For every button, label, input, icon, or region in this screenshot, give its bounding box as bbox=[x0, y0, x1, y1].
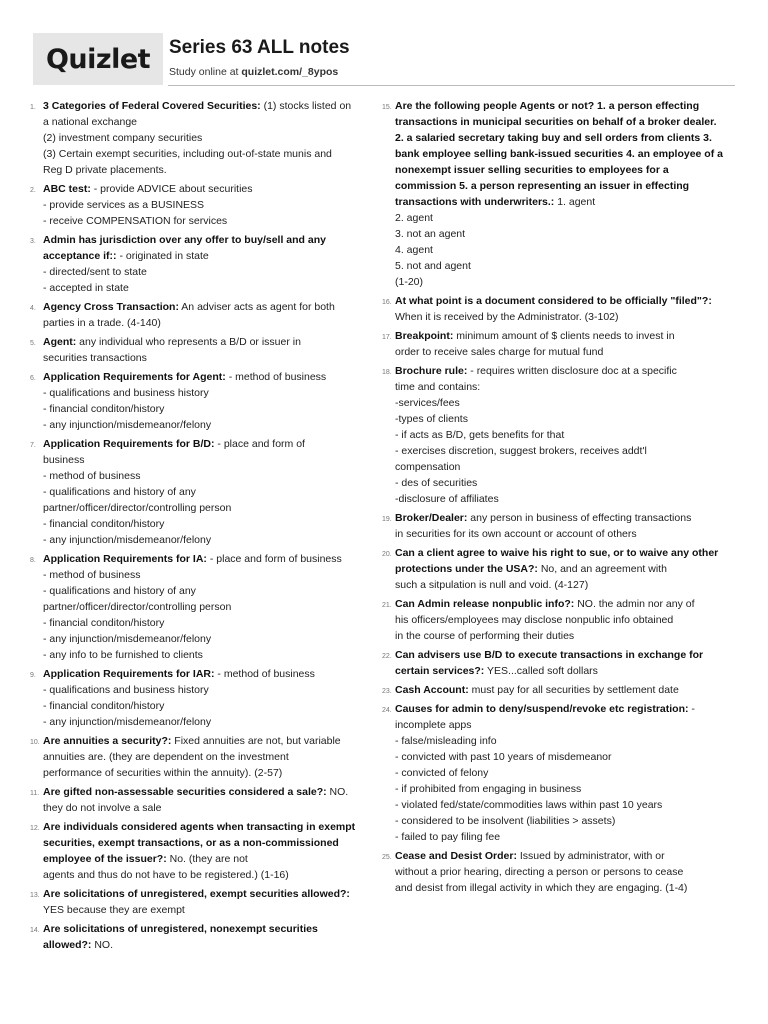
flashcard-entry bbox=[382, 682, 727, 698]
entry-definition-start: any person in business of effecting transactions bbox=[467, 512, 692, 524]
entry-definition-line: - qualifications and history of any bbox=[43, 486, 196, 498]
flashcard-entry bbox=[30, 98, 368, 178]
entry-number: 13. bbox=[30, 892, 40, 899]
entry-term: Agency Cross Transaction: bbox=[43, 301, 179, 313]
entry-definition-line: Reg D private placements. bbox=[43, 164, 167, 176]
flashcard-entry bbox=[382, 701, 727, 845]
entry-number: 23. bbox=[382, 688, 392, 695]
entry-definition-line: - convicted of felony bbox=[395, 767, 489, 779]
entry-definition-line: - if prohibited from engaging in business bbox=[395, 783, 582, 795]
entry-definition-start: Fixed annuities are not, but variable bbox=[171, 735, 341, 747]
entry-definition-start: (1) stocks listed on bbox=[260, 100, 352, 112]
entry-term: Brochure rule: bbox=[395, 365, 468, 377]
entry-definition-line: - any injunction/misdemeanor/felony bbox=[43, 534, 212, 546]
flashcard-entry bbox=[30, 299, 368, 331]
study-url-link[interactable]: quizlet.com/_8ypos bbox=[241, 66, 339, 78]
entry-definition-line: and desist from illegal activity in which they are engaging. (1-4) bbox=[395, 882, 688, 894]
entry-definition-start: NO. bbox=[326, 786, 349, 798]
entry-definition-start: minimum amount of $ clients needs to invest in bbox=[453, 330, 675, 342]
entry-term: 3 Categories of Federal Covered Securities: bbox=[43, 100, 261, 112]
flashcard-entry bbox=[382, 293, 727, 325]
flashcard-entry bbox=[382, 328, 727, 360]
page-title: Series 63 ALL notes bbox=[169, 37, 350, 58]
entry-number: 16. bbox=[382, 299, 392, 306]
right-column bbox=[382, 98, 727, 899]
entry-definition-start: No, and an agreement with bbox=[537, 563, 667, 575]
entry-definition-line: in the course of performing their duties bbox=[395, 630, 575, 642]
flashcard-entry bbox=[30, 886, 368, 918]
entry-term: Application Requirements for B/D: bbox=[43, 438, 215, 450]
entry-definition-line: (1-20) bbox=[395, 276, 424, 288]
entry-definition-line: - des of securities bbox=[395, 477, 478, 489]
entry-term: Cash Account: bbox=[395, 684, 469, 696]
entry-term: Are individuals considered agents when transacting in exempt securities, exempt transactions, or as a non-commissioned employee of the issuer?: bbox=[43, 821, 356, 865]
entry-number: 10. bbox=[30, 739, 40, 746]
entry-definition-line: 4. agent bbox=[395, 244, 433, 256]
entry-number: 21. bbox=[382, 602, 392, 609]
header-divider bbox=[168, 85, 735, 86]
flashcard-entry bbox=[30, 733, 368, 781]
flashcard-entry bbox=[382, 647, 727, 679]
entry-number: 17. bbox=[382, 334, 392, 341]
entry-number: 11. bbox=[30, 790, 40, 797]
entry-definition-start: NO. the admin nor any of bbox=[574, 598, 695, 610]
entry-definition-line: performance of securities within the annuity). (2-57) bbox=[43, 767, 283, 779]
entry-definition-line: agents and thus do not have to be registered.) (1-16) bbox=[43, 869, 289, 881]
flashcard-entry bbox=[30, 232, 368, 296]
entry-definition-start: - originated in state bbox=[116, 250, 209, 262]
entry-number: 15. bbox=[382, 104, 392, 111]
entry-definition-line: business bbox=[43, 454, 85, 466]
entry-definition-line: - method of business bbox=[43, 470, 141, 482]
entry-number: 4. bbox=[30, 305, 36, 312]
flashcard-entry bbox=[30, 784, 368, 816]
entry-definition-line: (2) investment company securities bbox=[43, 132, 203, 144]
entry-definition-start: - requires written disclosure doc at a specific bbox=[467, 365, 677, 377]
entry-number: 25. bbox=[382, 854, 392, 861]
entry-number: 12. bbox=[30, 825, 40, 832]
entry-definition-line: - any info to be furnished to clients bbox=[43, 649, 203, 661]
entry-number: 19. bbox=[382, 516, 392, 523]
flashcard-entry bbox=[382, 98, 727, 290]
entry-definition-start: No. (they are not bbox=[166, 853, 248, 865]
entry-term: Can Admin release nonpublic info?: bbox=[395, 598, 575, 610]
entry-term: Causes for admin to deny/suspend/revoke etc registration: bbox=[395, 703, 689, 715]
entry-term: Can advisers use B/D to execute transactions in exchange for certain services?: bbox=[395, 649, 704, 677]
entry-definition-line: parties in a trade. (4-140) bbox=[43, 317, 161, 329]
entry-definition-line: order to receive sales charge for mutual fund bbox=[395, 346, 604, 358]
entry-definition-line: - financial conditon/history bbox=[43, 700, 165, 712]
entry-term: Are annuities a security?: bbox=[43, 735, 172, 747]
flashcard-entry bbox=[30, 819, 368, 883]
flashcard-entry bbox=[382, 848, 727, 896]
entry-term: Broker/Dealer: bbox=[395, 512, 468, 524]
entry-definition-start: - provide ADVICE about securities bbox=[90, 183, 253, 195]
flashcard-entry bbox=[382, 363, 727, 507]
entry-definition-line: - any injunction/misdemeanor/felony bbox=[43, 633, 212, 645]
entry-number: 7. bbox=[30, 442, 36, 449]
entry-definition-start: - method of business bbox=[214, 668, 315, 680]
entry-definition-line: - financial conditon/history bbox=[43, 403, 165, 415]
entry-definition-line: - accepted in state bbox=[43, 282, 129, 294]
entry-definition-line: - exercises discretion, suggest brokers, receives addt'l bbox=[395, 445, 647, 457]
entry-term: Application Requirements for IA: bbox=[43, 553, 207, 565]
entry-definition-start: NO. bbox=[91, 939, 114, 951]
entry-term: ABC test: bbox=[43, 183, 91, 195]
entry-definition-line: securities transactions bbox=[43, 352, 147, 364]
entry-definition-line: they do not involve a sale bbox=[43, 802, 162, 814]
entry-number: 1. bbox=[30, 104, 36, 111]
entry-number: 14. bbox=[30, 927, 40, 934]
entry-definition-start: When it is received by the Administrator. (3-102) bbox=[395, 311, 619, 323]
entry-number: 3. bbox=[30, 238, 36, 245]
entry-term: Are gifted non-assessable securities considered a sale?: bbox=[43, 786, 327, 798]
entry-definition-line: - any injunction/misdemeanor/felony bbox=[43, 716, 212, 728]
entry-definition-line: - if acts as B/D, gets benefits for that bbox=[395, 429, 565, 441]
entry-definition-start: An adviser acts as agent for both bbox=[178, 301, 335, 313]
entry-definition-line: a national exchange bbox=[43, 116, 137, 128]
flashcard-entry bbox=[382, 545, 727, 593]
entry-definition-line: - provide services as a BUSINESS bbox=[43, 199, 205, 211]
entry-definition-start: any individual who represents a B/D or issuer in bbox=[76, 336, 301, 348]
entry-term: Breakpoint: bbox=[395, 330, 454, 342]
entry-definition-line: his officers/employees may disclose nonpublic info obtained bbox=[395, 614, 674, 626]
flashcard-entry bbox=[30, 666, 368, 730]
left-column bbox=[30, 98, 368, 956]
flashcard-entry bbox=[382, 596, 727, 644]
entry-definition-line: - qualifications and business history bbox=[43, 684, 209, 696]
entry-term: At what point is a document considered to be officially "filed"?: bbox=[395, 295, 712, 307]
entry-term: Are solicitations of unregistered, exempt securities allowed?: bbox=[43, 888, 350, 900]
study-online-text bbox=[169, 66, 338, 78]
entry-number: 6. bbox=[30, 375, 36, 382]
entry-definition-start: 1. agent bbox=[554, 196, 596, 208]
entry-definition-line: - qualifications and business history bbox=[43, 387, 209, 399]
quizlet-logo[interactable]: Quizlet bbox=[33, 33, 163, 85]
entry-definition-line: 3. not an agent bbox=[395, 228, 466, 240]
entry-definition-line: -types of clients bbox=[395, 413, 468, 425]
entry-definition-line: - violated fed/state/commodities laws within past 10 years bbox=[395, 799, 663, 811]
flashcard-entry bbox=[30, 181, 368, 229]
entry-definition-line: partner/officer/director/controlling person bbox=[43, 601, 232, 613]
entry-number: 20. bbox=[382, 551, 392, 558]
entry-definition-line: YES because they are exempt bbox=[43, 904, 185, 916]
flashcard-entry bbox=[30, 921, 368, 953]
entry-term: Are solicitations of unregistered, nonexempt securities allowed?: bbox=[43, 923, 318, 951]
entry-definition-start: - bbox=[688, 703, 695, 715]
entry-definition-line: - failed to pay filing fee bbox=[395, 831, 501, 843]
entry-term: Application Requirements for Agent: bbox=[43, 371, 226, 383]
entry-definition-line: - financial conditon/history bbox=[43, 617, 165, 629]
entry-definition-line: in securities for its own account or account of others bbox=[395, 528, 637, 540]
entry-definition-line: - directed/sent to state bbox=[43, 266, 147, 278]
entry-definition-start: - place and form of business bbox=[206, 553, 342, 565]
entry-definition-line: - any injunction/misdemeanor/felony bbox=[43, 419, 212, 431]
entry-definition-line: - convicted with past 10 years of misdemeanor bbox=[395, 751, 612, 763]
entry-definition-line: - receive COMPENSATION for services bbox=[43, 215, 228, 227]
entry-definition-line: compensation bbox=[395, 461, 461, 473]
entry-definition-line: -services/fees bbox=[395, 397, 460, 409]
flashcard-entry bbox=[30, 334, 368, 366]
flashcard-entry bbox=[30, 436, 368, 548]
entry-number: 9. bbox=[30, 672, 36, 679]
entry-definition-line: such a sitpulation is null and void. (4-127) bbox=[395, 579, 589, 591]
entry-definition-start: - place and form of bbox=[214, 438, 305, 450]
flashcard-entry bbox=[382, 510, 727, 542]
entry-definition-line: - false/misleading info bbox=[395, 735, 497, 747]
entry-definition-line: -disclosure of affiliates bbox=[395, 493, 499, 505]
entry-term: Can a client agree to waive his right to sue, or to waive any other protections under the USA?: bbox=[395, 547, 719, 575]
entry-term: Admin has jurisdiction over any offer to buy/sell and any acceptance if:: bbox=[43, 234, 326, 262]
entry-definition-line: - qualifications and history of any bbox=[43, 585, 196, 597]
entry-definition-line: partner/officer/director/controlling person bbox=[43, 502, 232, 514]
entry-definition-line: - considered to be insolvent (liabilities > assets) bbox=[395, 815, 616, 827]
entry-definition-line: 2. agent bbox=[395, 212, 433, 224]
entry-number: 24. bbox=[382, 707, 392, 714]
entry-number: 18. bbox=[382, 369, 392, 376]
entry-term: Application Requirements for IAR: bbox=[43, 668, 215, 680]
entry-definition-line: - financial conditon/history bbox=[43, 518, 165, 530]
header bbox=[33, 33, 735, 85]
entry-term: Are the following people Agents or not? 1. a person effecting transactions in municipal securities on behalf of a broker dealer. 2. a salaried secretary taking buy and sell orders from clients 3. bank employee selling bank-issued securities 4. an employee of a nonexempt issuer selling securities to employees for a commission 5. a person representing an issuer in effecting transactions with underwriters.: bbox=[395, 100, 723, 208]
entry-definition-line: incomplete apps bbox=[395, 719, 472, 731]
entry-term: Cease and Desist Order: bbox=[395, 850, 517, 862]
entry-definition-start: must pay for all securities by settlement date bbox=[468, 684, 679, 696]
entry-term: Agent: bbox=[43, 336, 77, 348]
flashcard-entry bbox=[30, 551, 368, 663]
entry-number: 5. bbox=[30, 340, 36, 347]
entry-definition-start: - method of business bbox=[225, 371, 327, 383]
entry-definition-line: (3) Certain exempt securities, including out-of-state munis and bbox=[43, 148, 332, 160]
entry-definition-start: Issued by administrator, with or bbox=[516, 850, 665, 862]
entry-definition-line: annuities are. (they are dependent on the investment bbox=[43, 751, 289, 763]
flashcard-entry bbox=[30, 369, 368, 433]
entry-number: 2. bbox=[30, 187, 36, 194]
entry-definition-line: - method of business bbox=[43, 569, 141, 581]
entry-definition-line: 5. not and agent bbox=[395, 260, 471, 272]
entry-number: 22. bbox=[382, 653, 392, 660]
study-prefix: Study online at bbox=[169, 66, 242, 78]
entry-definition-start: YES...called soft dollars bbox=[484, 665, 598, 677]
entry-definition-line: time and contains: bbox=[395, 381, 481, 393]
entry-definition-line: without a prior hearing, directing a person or persons to cease bbox=[395, 866, 684, 878]
entry-number: 8. bbox=[30, 557, 36, 564]
